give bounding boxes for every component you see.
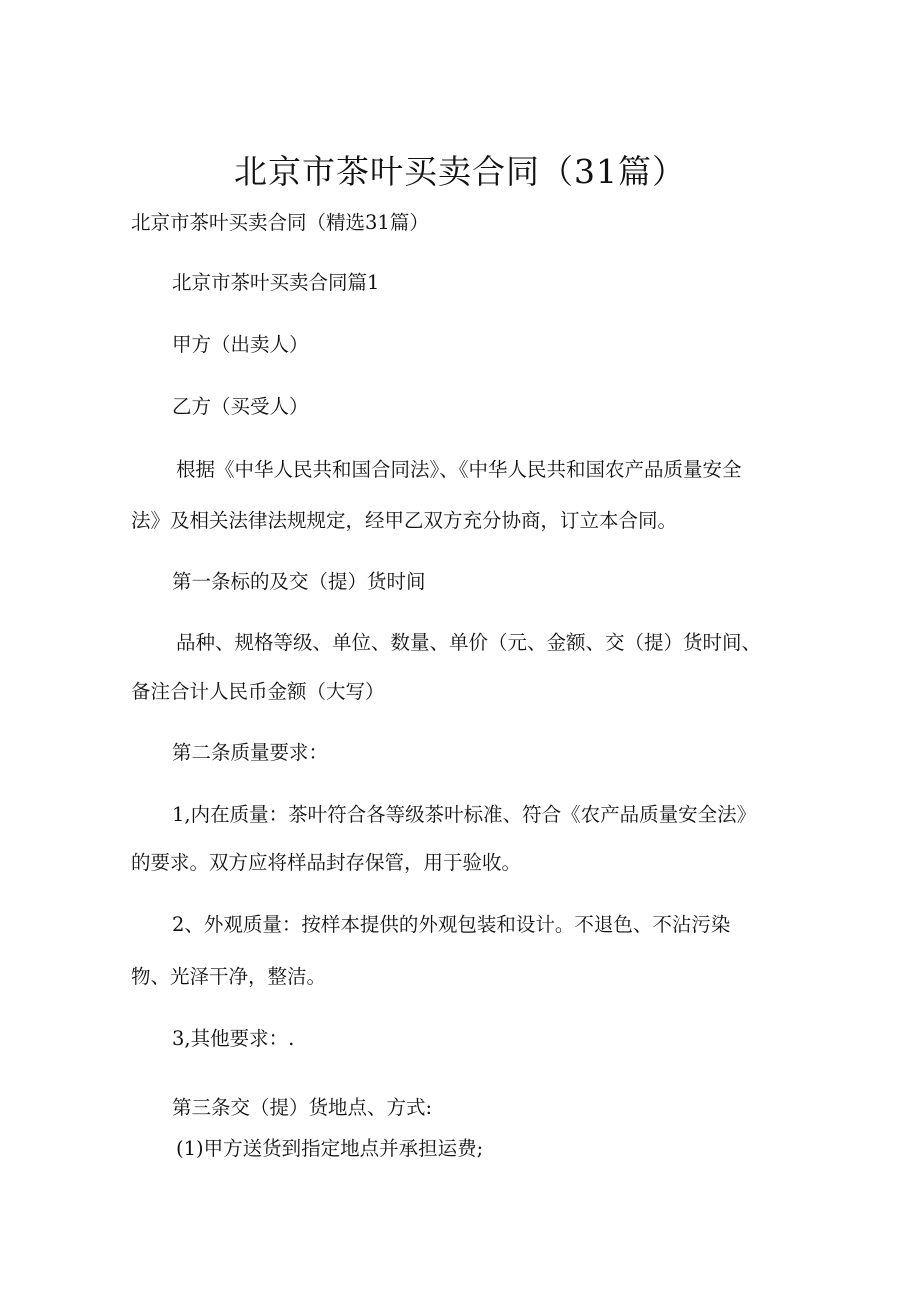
preamble-line-1: 根据《中华人民共和国合同法》、《中华人民共和国农产品质量安全 [176,458,742,481]
article-2-title: 第二条质量要求： [172,741,329,764]
article-1-line-1: 品种、规格等级、单位、数量、单价（元、金额、交（提）货时间、 [176,631,762,654]
party-b-label: 乙方（买受人） [172,395,309,418]
quality-item-3: 3,其他要求：. [172,1027,295,1050]
article-3-item-1: (1)甲方送货到指定地点并承担运费; [176,1137,484,1160]
quality-item-1-line-2: 的要求。双方应将样品封存保管，用于验收。 [131,851,522,874]
quality-item-2-line-1: 2、外观质量：按样本提供的外观包装和设计。不退色、不沾污染 [172,913,731,936]
section-heading: 北京市茶叶买卖合同篇1 [172,271,380,294]
party-a-label: 甲方（出卖人） [172,333,309,356]
article-1-title: 第一条标的及交（提）货时间 [172,570,426,593]
quality-item-2-line-2: 物、光泽干净，整洁。 [131,965,327,988]
document-title: 北京市茶叶买卖合同（31篇） [234,152,686,191]
preamble-line-2: 法》及相关法律法规规定，经甲乙双方充分协商，订立本合同。 [131,509,678,532]
article-3-title: 第三条交（提）货地点、方式: [172,1096,433,1119]
article-1-line-2: 备注合计人民币金额（大写） [131,680,385,703]
document-subtitle: 北京市茶叶买卖合同（精选31篇） [131,211,429,234]
quality-item-1-line-1: 1,内在质量：茶叶符合各等级茶叶标准、符合《农产品质量安全法》 [172,803,757,826]
